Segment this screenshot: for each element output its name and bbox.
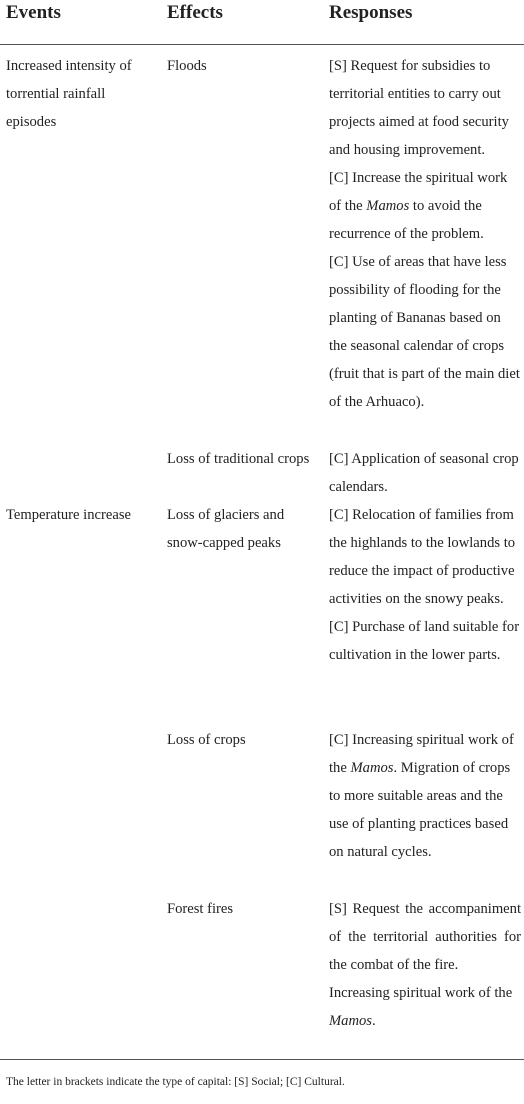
- response-item: Increasing spiritual work of the Mamos.: [329, 985, 513, 1029]
- table-footnote: The letter in brackets indicate the type of capital: [S] Social; [C] Cultural.: [6, 1076, 345, 1088]
- response-item: [C] Increasing spiritual work of the Mamos. Migration of crops to more suitable areas and the use of planting practices based on natural cycles.: [329, 732, 514, 860]
- response-item: [S] Request the accompaniment of the territorial authorities for the combat of the fire.: [329, 901, 521, 973]
- effect-cell: Loss of glaciers and snow-capped peaks: [167, 507, 285, 551]
- response-item: [C] Relocation of families from the highlands to the lowlands to reduce the impact of productive activities on the snowy peaks.: [329, 507, 516, 607]
- header-events: Events: [6, 2, 61, 23]
- effect-cell: Loss of crops: [167, 732, 246, 748]
- table-header: [0, 0, 524, 45]
- table-bottom-rule: [0, 1059, 524, 1060]
- event-cell: Temperature increase: [6, 507, 131, 523]
- response-item: [C] Increase the spiritual work of the Mamos to avoid the recurrence of the problem.: [329, 170, 508, 242]
- response-cell: [329, 445, 521, 501]
- effect-cell: Forest fires: [167, 901, 234, 917]
- effect-cell: Loss of traditional crops: [167, 451, 310, 467]
- event-cell: Increased intensity of torrential rainfall episodes: [6, 58, 132, 130]
- response-item: [C] Use of areas that have less possibility of flooding for the planting of Bananas based on the seasonal calendar of crops (fruit that is part of the main diet of the Arhuaco).: [329, 254, 520, 410]
- header-effects: Effects: [167, 2, 223, 23]
- response-cell: [329, 726, 521, 866]
- response-cell: [329, 52, 521, 416]
- response-item: [C] Purchase of land suitable for cultivation in the lower parts.: [329, 619, 520, 663]
- header-responses: Responses: [329, 2, 413, 23]
- response-item: [S] Request for subsidies to territorial entities to carry out projects aimed at food security and housing improvement.: [329, 58, 509, 158]
- effect-cell: Floods: [167, 58, 207, 74]
- response-item: [C] Application of seasonal crop calendars.: [329, 451, 519, 495]
- response-cell: [329, 895, 521, 1035]
- response-cell: [329, 501, 521, 669]
